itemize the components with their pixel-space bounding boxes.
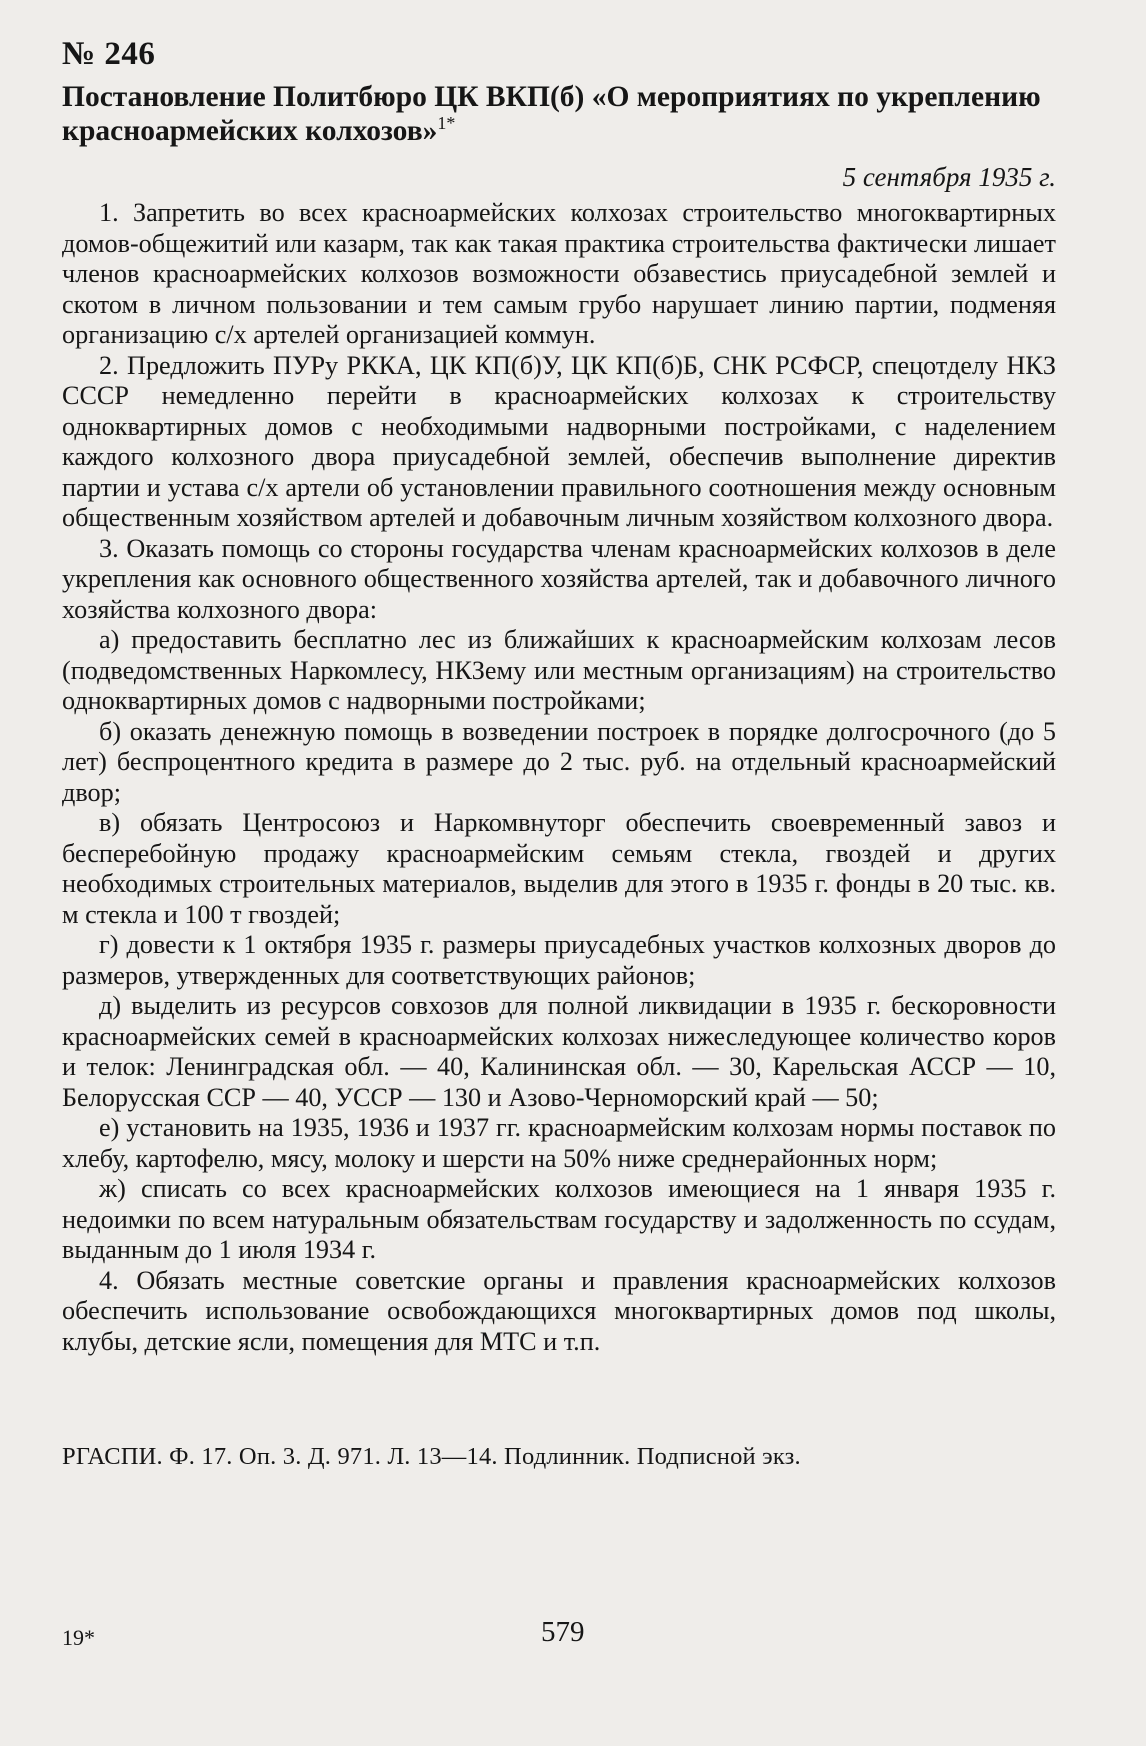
subparagraph-g: г) довести к 1 октября 1935 г. размеры приусадебных участков колхозных дворов до размеров, утвержденных для соответствующих районов; (62, 930, 1056, 990)
document-title-text: Постановление Политбюро ЦК ВКП(б) «О мероприятиях по укреплению красноармейских колхозов» (62, 81, 1041, 147)
paragraph-4: 4. Обязать местные советские органы и правления красноармейских колхозов обеспечить использование освобождающихся многоквартирных домов под школы, клубы, детские ясли, помещения для МТС и т.п. (62, 1265, 1056, 1356)
document-date: 5 сентября 1935 г. (842, 162, 1056, 192)
subparagraph-zh: ж) списать со всех красноармейских колхозов имеющиеся на 1 января 1935 г. недоимки по всем натуральным обязательствам государству и задолженность по ссудам, выданным до 1 июля 1934 г. (62, 1174, 1056, 1264)
subparagraph-d: д) выделить из ресурсов совхозов для полной ликвидации в 1935 г. бескоровности красноармейских семей в красноармейских колхозах нижеследующее количество коров и телок: Ленинградская обл. — 40, Калининская обл. — 30, Карельская АССР — 10, Белорусская ССР — 40, УССР — 130 и Азово-Черноморский край — 50; (62, 991, 1056, 1112)
page-number: 579 (541, 1616, 585, 1648)
title-footnote-mark: 1* (437, 113, 456, 134)
archive-source-citation: РГАСПИ. Ф. 17. Оп. 3. Д. 971. Л. 13—14. Подлинник. Подписной экз. (62, 1443, 801, 1470)
subparagraph-v: в) обязать Центросоюз и Наркомвнуторг обеспечить своевременный завоз и бесперебойную продажу красноармейским семьям стекла, гвоздей и других необходимых строительных материалов, выделив для этого в 1935 г. фонды в 20 тыс. кв. м стекла и 100 т гвоздей; (62, 808, 1056, 929)
document-number: № 246 (62, 36, 156, 72)
paragraph-1: 1. Запретить во всех красноармейских колхозах строительство многоквартирных домов-общежитий или казарм, так как такая практика строительства фактически лишает членов красноармейских колхозов возможности обзавестись приусадебной землей и скотом в личном пользовании и тем самым грубо нарушает линию партии, подменяя организацию с/х артелей организацией коммун. (62, 198, 1056, 349)
paragraph-2: 2. Предложить ПУРу РККА, ЦК КП(б)У, ЦК КП(б)Б, СНК РСФСР, спецотделу НКЗ СССР немедленно перейти в красноармейских колхозах к строительству одноквартирных домов с необходимыми надворными постройками, с наделением каждого колхозного двора приусадебной землей, обеспечив выполнение директив партии и устава с/х артели об установлении правильного соотношения между основным общественным хозяйством артелей и добавочным личным хозяйством колхозного двора. (62, 350, 1056, 532)
subparagraph-e: е) установить на 1935, 1936 и 1937 гг. красноармейским колхозам нормы поставок по хлебу, картофелю, мясу, молоку и шерсти на 50% ниже среднерайонных норм; (62, 1113, 1056, 1173)
subparagraph-b: б) оказать денежную помощь в возведении построек в порядке долгосрочного (до 5 лет) беспроцентного кредита в размере до 2 тыс. руб. на отдельный красноармейский двор; (62, 716, 1056, 807)
document-title (62, 80, 1062, 148)
paragraph-3: 3. Оказать помощь со стороны государства членам красноармейских колхозов в деле укрепления как основного общественного хозяйства артелей, так и добавочного личного хозяйства колхозного двора: (62, 533, 1056, 624)
document-body (62, 198, 1056, 1357)
subparagraph-a: а) предоставить бесплатно лес из ближайших к красноармейским колхозам лесов (подведомственных Наркомлесу, НКЗему или местным организациям) на строительство одноквартирных домов с надворными постройками; (62, 625, 1056, 715)
printer-signature-mark: 19* (62, 1625, 95, 1650)
